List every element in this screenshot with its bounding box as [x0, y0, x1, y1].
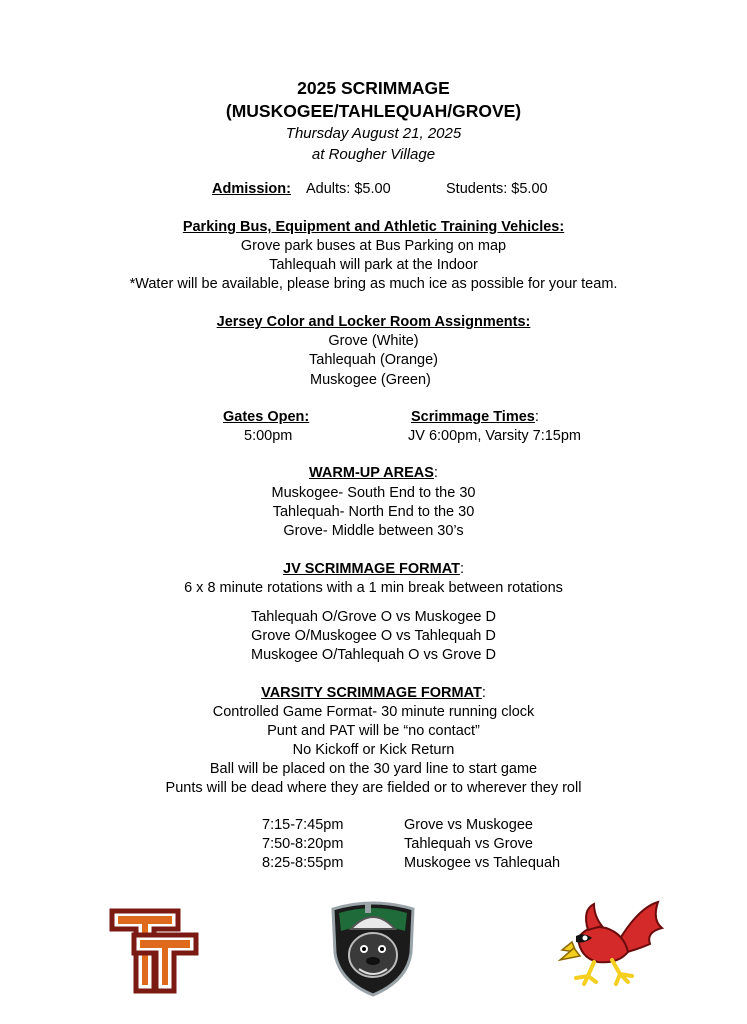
parking-line: Grove park buses at Bus Parking on map	[240, 238, 507, 254]
scrimmage-times-label: Scrimmage Times	[411, 409, 535, 425]
varsity-rule: Ball will be placed on the 30 yard line to start game	[209, 761, 538, 777]
varsity-rule: Punt and PAT will be “no contact”	[267, 723, 480, 739]
varsity-rule: Punts will be dead where they are fielded or to wherever they roll	[165, 780, 582, 796]
tahlequah-tt-logo	[108, 907, 200, 995]
gates-label: Gates Open:	[223, 409, 310, 425]
admission-adults: Adults: $5.00	[306, 181, 391, 197]
jv-heading: JV SCRIMMAGE FORMAT	[283, 561, 460, 577]
schedule-matchup: Muskogee vs Tahlequah	[404, 855, 561, 871]
parking-line: Tahlequah will park at the Indoor	[269, 257, 478, 273]
jv-description: 6 x 8 minute rotations with a 1 min break between rotations	[184, 580, 563, 596]
admission-students: Students: $5.00	[446, 181, 548, 197]
schedule-matchup: Grove vs Muskogee	[404, 817, 533, 833]
varsity-heading: VARSITY SCRIMMAGE FORMAT	[261, 685, 482, 701]
schedule-time: 8:25-8:55pm	[262, 855, 344, 871]
gates-value: 5:00pm	[244, 428, 293, 444]
warmup-line: Grove- Middle between 30’s	[283, 523, 464, 539]
parking-heading: Parking Bus, Equipment and Athletic Training Vehicles:	[182, 219, 565, 235]
jv-colon: :	[459, 561, 464, 577]
warmup-line: Muskogee- South End to the 30	[271, 485, 476, 501]
jersey-line: Muskogee (Green)	[310, 372, 431, 388]
warmup-heading: WARM-UP AREAS	[309, 465, 434, 481]
varsity-rule: Controlled Game Format- 30 minute running clock	[212, 704, 535, 720]
varsity-rule: No Kickoff or Kick Return	[292, 742, 455, 758]
schedule-time: 7:15-7:45pm	[262, 817, 344, 833]
parking-line: *Water will be available, please bring as much ice as possible for your team.	[129, 276, 618, 292]
jv-rotation: Grove O/Muskogee O vs Tahlequah D	[251, 628, 496, 644]
jersey-heading: Jersey Color and Locker Room Assignments:	[216, 314, 531, 330]
event-venue: at Rougher Village	[311, 146, 436, 163]
grove-cardinal-logo	[558, 898, 670, 986]
scrimmage-times-value: JV 6:00pm, Varsity 7:15pm	[408, 428, 582, 444]
warmup-colon: :	[433, 465, 438, 481]
title-line-2: (MUSKOGEE/TAHLEQUAH/GROVE)	[225, 101, 522, 121]
schedule-matchup: Tahlequah vs Grove	[404, 836, 533, 852]
title-line-1: 2025 SCRIMMAGE	[297, 78, 450, 98]
jersey-line: Grove (White)	[328, 333, 419, 349]
jersey-line: Tahlequah (Orange)	[309, 352, 438, 368]
event-date: Thursday August 21, 2025	[285, 125, 462, 142]
scrimmage-times-colon: :	[534, 409, 539, 425]
schedule-time: 7:50-8:20pm	[262, 836, 344, 852]
warmup-line: Tahlequah- North End to the 30	[272, 504, 475, 520]
admission-label: Admission:	[212, 181, 291, 197]
jv-rotation: Tahlequah O/Grove O vs Muskogee D	[250, 609, 496, 625]
muskogee-shield-logo	[329, 899, 417, 997]
varsity-colon: :	[481, 685, 486, 701]
jv-rotation: Muskogee O/Tahlequah O vs Grove D	[250, 647, 496, 663]
